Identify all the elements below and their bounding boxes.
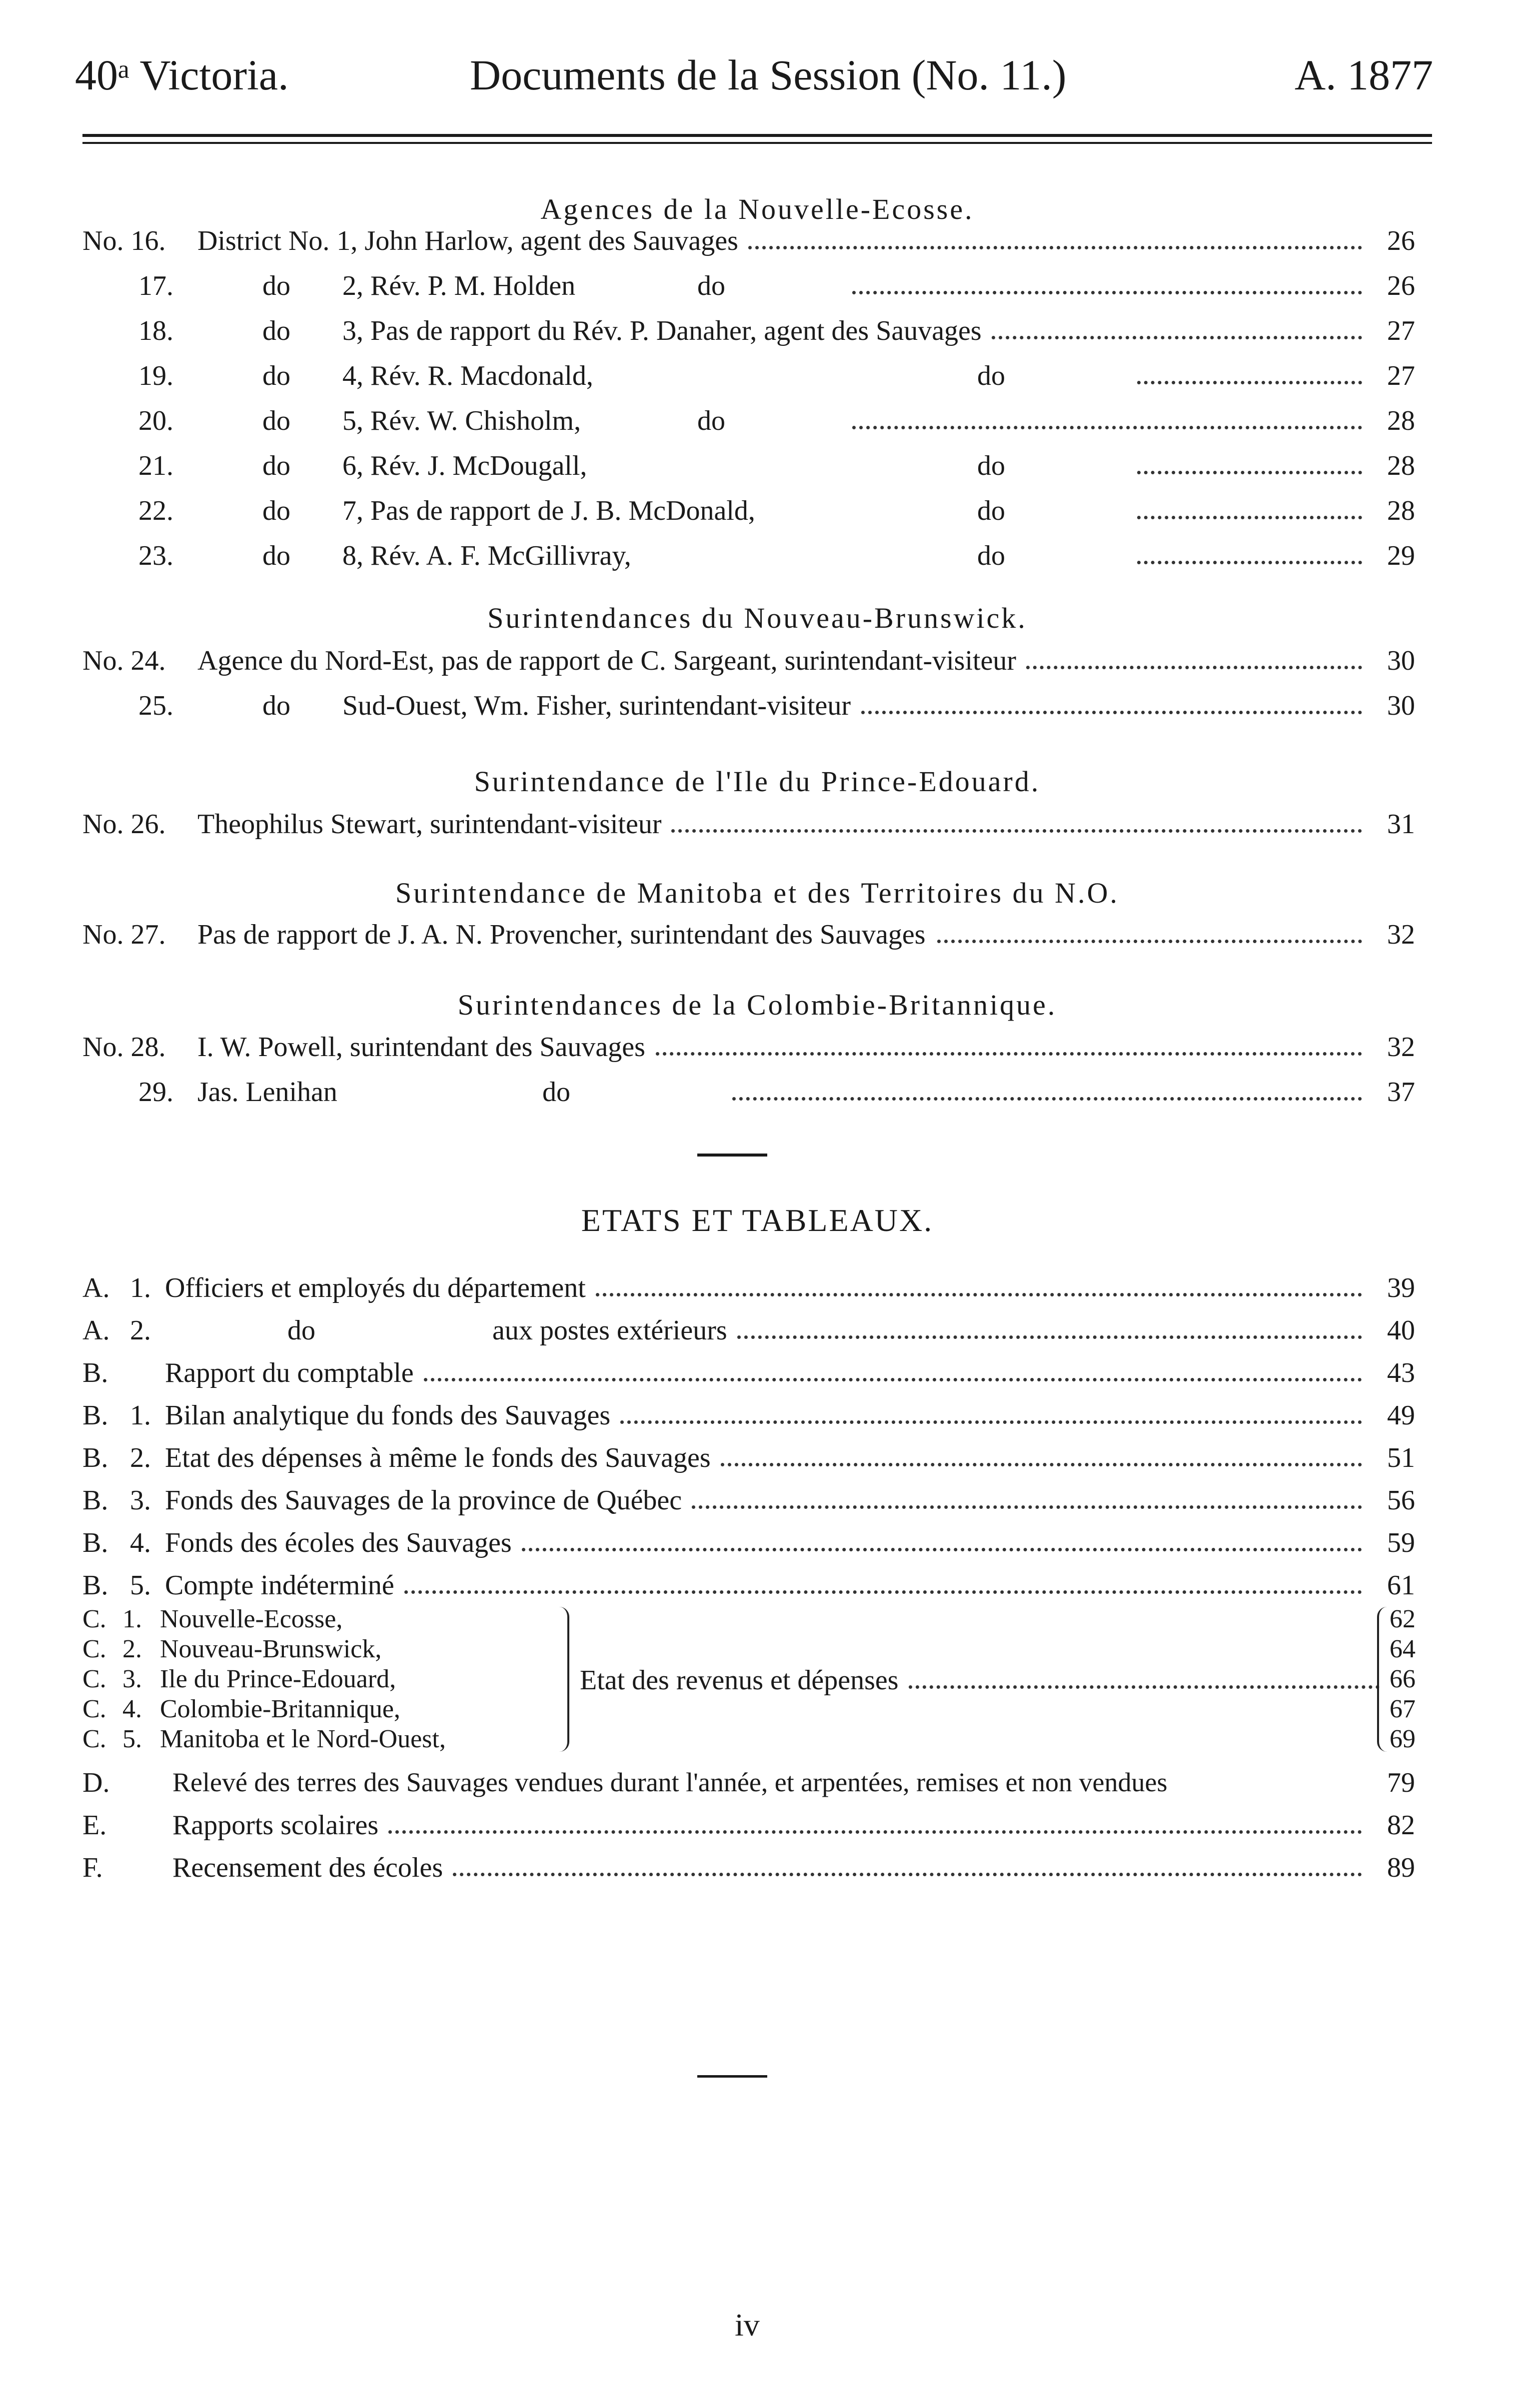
header-center: Documents de la Session (No. 11.) <box>470 51 1067 99</box>
ditto-mark: do <box>262 540 290 571</box>
ditto-mark: do <box>697 405 725 436</box>
entry-number: No. 26. <box>82 809 166 840</box>
ditto-mark: do <box>262 690 290 721</box>
page-ref: 64 <box>1390 1635 1416 1663</box>
header-left: 40ᵃ Victoria. <box>75 51 289 99</box>
toc-row <box>82 405 1432 445</box>
entry-number: 29. <box>138 1077 173 1108</box>
etat-letter: D. <box>82 1767 110 1798</box>
dot-leader <box>404 1590 1362 1594</box>
entry-text: Jas. Lenihan <box>197 1077 337 1108</box>
dot-leader <box>992 336 1362 339</box>
entry-number: 18. <box>138 315 173 346</box>
dot-leader <box>656 1052 1362 1056</box>
page-ref: 40 <box>1387 1315 1415 1346</box>
page-ref: 79 <box>1387 1767 1415 1798</box>
page-ref: 32 <box>1387 919 1415 950</box>
section-title: Surintendance de Manitoba et des Territoires du N.O. <box>395 877 1119 909</box>
dot-leader <box>1026 666 1362 669</box>
entry-number: 22. <box>138 495 173 526</box>
ditto-mark: do <box>977 540 1005 571</box>
toc-row <box>82 1076 1432 1116</box>
dot-leader <box>937 940 1362 943</box>
etat-number: 5. <box>122 1725 142 1753</box>
etat-letter: A. <box>82 1272 110 1303</box>
etat-text: Rapport du comptable <box>165 1357 414 1388</box>
entry-text: Pas de rapport de J. A. N. Provencher, surintendant des Sauvages <box>197 919 926 950</box>
etat-text: Nouveau-Brunswick, <box>160 1635 382 1663</box>
page-ref: 29 <box>1387 540 1415 571</box>
dot-leader <box>861 711 1362 714</box>
entry-number: No. 16. <box>82 225 166 256</box>
footer-separator <box>697 2075 767 2078</box>
etat-number: 1. <box>130 1400 151 1431</box>
etat-text: Fonds des Sauvages de la province de Québec <box>165 1485 682 1516</box>
section-title: Surintendances du Nouveau-Brunswick. <box>487 602 1027 634</box>
entry-text: 8, Rév. A. F. McGillivray, <box>342 540 631 571</box>
page-ref: 59 <box>1387 1527 1415 1558</box>
page-ref: 28 <box>1387 495 1415 526</box>
page-ref: 56 <box>1387 1485 1415 1516</box>
etat-text: Bilan analytique du fonds des Sauvages <box>165 1400 611 1431</box>
toc-row <box>82 495 1432 535</box>
etat-row <box>82 1634 1432 1664</box>
etat-number: 2. <box>130 1442 151 1473</box>
etat-letter: C. <box>82 1605 106 1633</box>
etat-number: 1. <box>122 1605 142 1633</box>
dot-leader <box>737 1335 1362 1339</box>
entry-number: No. 27. <box>82 919 166 950</box>
dot-leader <box>748 246 1362 249</box>
page-ref: 69 <box>1390 1725 1416 1753</box>
etat-row <box>82 1569 1432 1609</box>
ditto-mark: do <box>977 495 1005 526</box>
etat-row <box>82 1809 1432 1849</box>
page-ref: 82 <box>1387 1810 1415 1841</box>
etat-row <box>82 1724 1432 1754</box>
entry-number: 20. <box>138 405 173 436</box>
entry-text: 5, Rév. W. Chisholm, <box>342 405 581 436</box>
left-brace-right <box>1377 1607 1389 1752</box>
ditto-mark: do <box>262 315 290 346</box>
dot-leader <box>522 1548 1362 1551</box>
etat-number: 4. <box>122 1695 142 1723</box>
etat-letter: C. <box>82 1665 106 1693</box>
dot-leader <box>852 426 1362 429</box>
entry-number: 17. <box>138 270 173 301</box>
right-brace-left <box>557 1607 569 1752</box>
entry-number: No. 24. <box>82 645 166 676</box>
entry-text: District No. 1, John Harlow, agent des Sauvages <box>197 225 738 256</box>
page-ref: 31 <box>1387 809 1415 840</box>
ditto-mark: do <box>262 495 290 526</box>
etat-number: 4. <box>130 1527 151 1558</box>
etats-title: ETATS ET TABLEAUX. <box>581 1203 934 1238</box>
page-ref: 27 <box>1387 360 1415 391</box>
page-number: iv <box>735 2307 760 2343</box>
header-rule-top <box>82 134 1432 137</box>
section-separator <box>697 1154 767 1157</box>
page-ref: 61 <box>1387 1570 1415 1601</box>
etat-number: 1. <box>130 1272 151 1303</box>
page-ref: 51 <box>1387 1442 1415 1473</box>
etat-number: 2. <box>130 1315 151 1346</box>
page-ref: 30 <box>1387 645 1415 676</box>
etat-text: Rapports scolaires <box>172 1810 379 1841</box>
toc-row <box>82 645 1432 685</box>
page-ref: 49 <box>1387 1400 1415 1431</box>
dot-leader <box>1137 471 1362 474</box>
section-title: Surintendances de la Colombie-Britannique. <box>457 989 1057 1021</box>
etat-letter: F. <box>82 1852 103 1883</box>
dot-leader <box>671 829 1362 833</box>
dot-leader <box>909 1685 1380 1689</box>
page-ref: 39 <box>1387 1272 1415 1303</box>
etat-row <box>82 1484 1432 1524</box>
etat-number: 5. <box>130 1570 151 1601</box>
ditto-mark: do <box>262 270 290 301</box>
dot-leader <box>1137 381 1362 384</box>
ditto-mark: do <box>262 450 290 481</box>
toc-row <box>82 690 1432 730</box>
toc-row <box>82 225 1432 265</box>
dot-leader <box>1137 561 1362 564</box>
toc-row <box>82 919 1432 959</box>
etat-text: Compte indéterminé <box>165 1570 394 1601</box>
page-ref: 67 <box>1390 1695 1416 1723</box>
section-title: Agences de la Nouvelle-Ecosse. <box>540 193 974 225</box>
etat-text: Ile du Prince-Edouard, <box>160 1665 396 1693</box>
dot-leader <box>453 1873 1362 1876</box>
toc-row <box>82 360 1432 400</box>
etat-text: Colombie-Britannique, <box>160 1695 400 1723</box>
etat-row <box>82 1357 1432 1397</box>
etat-number: 3. <box>122 1665 142 1693</box>
toc-row <box>82 808 1432 848</box>
ditto-mark: do <box>697 270 725 301</box>
etat-row <box>82 1314 1432 1354</box>
page-ref: 30 <box>1387 690 1415 721</box>
etat-text: Relevé des terres des Sauvages vendues durant l'année, et arpentées, remises et non vendues <box>172 1767 1168 1797</box>
dot-leader <box>852 291 1362 294</box>
etat-letter: C. <box>82 1635 106 1663</box>
toc-row <box>82 540 1432 580</box>
etat-letter: B. <box>82 1357 108 1388</box>
dot-leader <box>732 1097 1362 1101</box>
page-ref: 28 <box>1387 450 1415 481</box>
etat-text: Manitoba et le Nord-Ouest, <box>160 1725 446 1753</box>
dot-leader <box>721 1463 1362 1466</box>
etat-text: Recensement des écoles <box>172 1852 443 1883</box>
toc-row <box>82 315 1432 355</box>
entry-text: Sud-Ouest, Wm. Fisher, surintendant-visiteur <box>342 690 851 721</box>
etat-number: 2. <box>122 1635 142 1663</box>
etat-letter: B. <box>82 1400 108 1431</box>
etat-row <box>82 1527 1432 1567</box>
etat-row <box>82 1399 1432 1439</box>
page-ref: 27 <box>1387 315 1415 346</box>
entry-number: No. 28. <box>82 1032 166 1063</box>
ditto-mark: do <box>262 405 290 436</box>
entry-number: 21. <box>138 450 173 481</box>
etat-row <box>82 1852 1432 1892</box>
page-ref: 37 <box>1387 1077 1415 1108</box>
page-ref: 26 <box>1387 270 1415 301</box>
etat-text: Officiers et employés du département <box>165 1272 586 1303</box>
etat-number: 3. <box>130 1485 151 1516</box>
page-ref: 32 <box>1387 1032 1415 1063</box>
etat-text: Nouvelle-Ecosse, <box>160 1605 343 1633</box>
etat-text: Etat des dépenses à même le fonds des Sauvages <box>165 1442 711 1473</box>
etat-row <box>82 1694 1432 1724</box>
etat-row <box>82 1272 1432 1312</box>
entry-text: 6, Rév. J. McDougall, <box>342 450 587 481</box>
entry-text: Agence du Nord-Est, pas de rapport de C. Sargeant, surintendant-visiteur <box>197 645 1017 676</box>
etat-row <box>82 1767 1432 1807</box>
etat-letter: A. <box>82 1315 110 1346</box>
entry-text: Theophilus Stewart, surintendant-visiteur <box>197 809 662 840</box>
etat-text: Fonds des écoles des Sauvages <box>165 1527 512 1558</box>
entry-text: 3, Pas de rapport du Rév. P. Danaher, agent des Sauvages <box>342 315 982 346</box>
page-ref: 66 <box>1390 1665 1416 1693</box>
dot-leader <box>596 1293 1362 1296</box>
toc-row <box>82 450 1432 490</box>
dot-leader <box>424 1378 1362 1381</box>
etat-letter: C. <box>82 1695 106 1723</box>
ditto-mark: do <box>977 450 1005 481</box>
page-ref: 43 <box>1387 1357 1415 1388</box>
etat-letter: B. <box>82 1442 108 1473</box>
etat-text: aux postes extérieurs <box>492 1315 727 1346</box>
etat-row <box>82 1442 1432 1482</box>
etat-letter: B. <box>82 1485 108 1516</box>
etat-row <box>82 1604 1432 1634</box>
toc-row <box>82 1031 1432 1071</box>
group-label: Etat des revenus et dépenses <box>580 1665 899 1696</box>
ditto-mark: do <box>542 1077 570 1108</box>
header-right: A. 1877 <box>1295 51 1434 99</box>
dot-leader <box>692 1505 1362 1509</box>
header-rule-bottom <box>82 142 1432 144</box>
ditto-mark: do <box>262 360 290 391</box>
etat-letter: E. <box>82 1810 107 1841</box>
ditto-mark: do <box>287 1315 315 1346</box>
etat-letter: B. <box>82 1570 108 1601</box>
entry-text: 7, Pas de rapport de J. B. McDonald, <box>342 495 755 526</box>
page-ref: 89 <box>1387 1852 1415 1883</box>
section-title: Surintendance de l'Ile du Prince-Edouard. <box>474 765 1041 798</box>
entry-text: I. W. Powell, surintendant des Sauvages <box>197 1032 645 1063</box>
page-ref: 28 <box>1387 405 1415 436</box>
entry-number: 19. <box>138 360 173 391</box>
etat-letter: C. <box>82 1725 106 1753</box>
page-ref: 62 <box>1390 1605 1416 1633</box>
etat-letter: B. <box>82 1527 108 1558</box>
toc-row <box>82 270 1432 310</box>
dot-leader <box>1137 516 1362 519</box>
dot-leader <box>620 1420 1362 1424</box>
entry-text: 4, Rév. R. Macdonald, <box>342 360 593 391</box>
page-ref: 26 <box>1387 225 1415 256</box>
entry-number: 23. <box>138 540 173 571</box>
ditto-mark: do <box>977 360 1005 391</box>
dot-leader <box>388 1830 1362 1834</box>
entry-text: 2, Rév. P. M. Holden <box>342 270 576 301</box>
entry-number: 25. <box>138 690 173 721</box>
